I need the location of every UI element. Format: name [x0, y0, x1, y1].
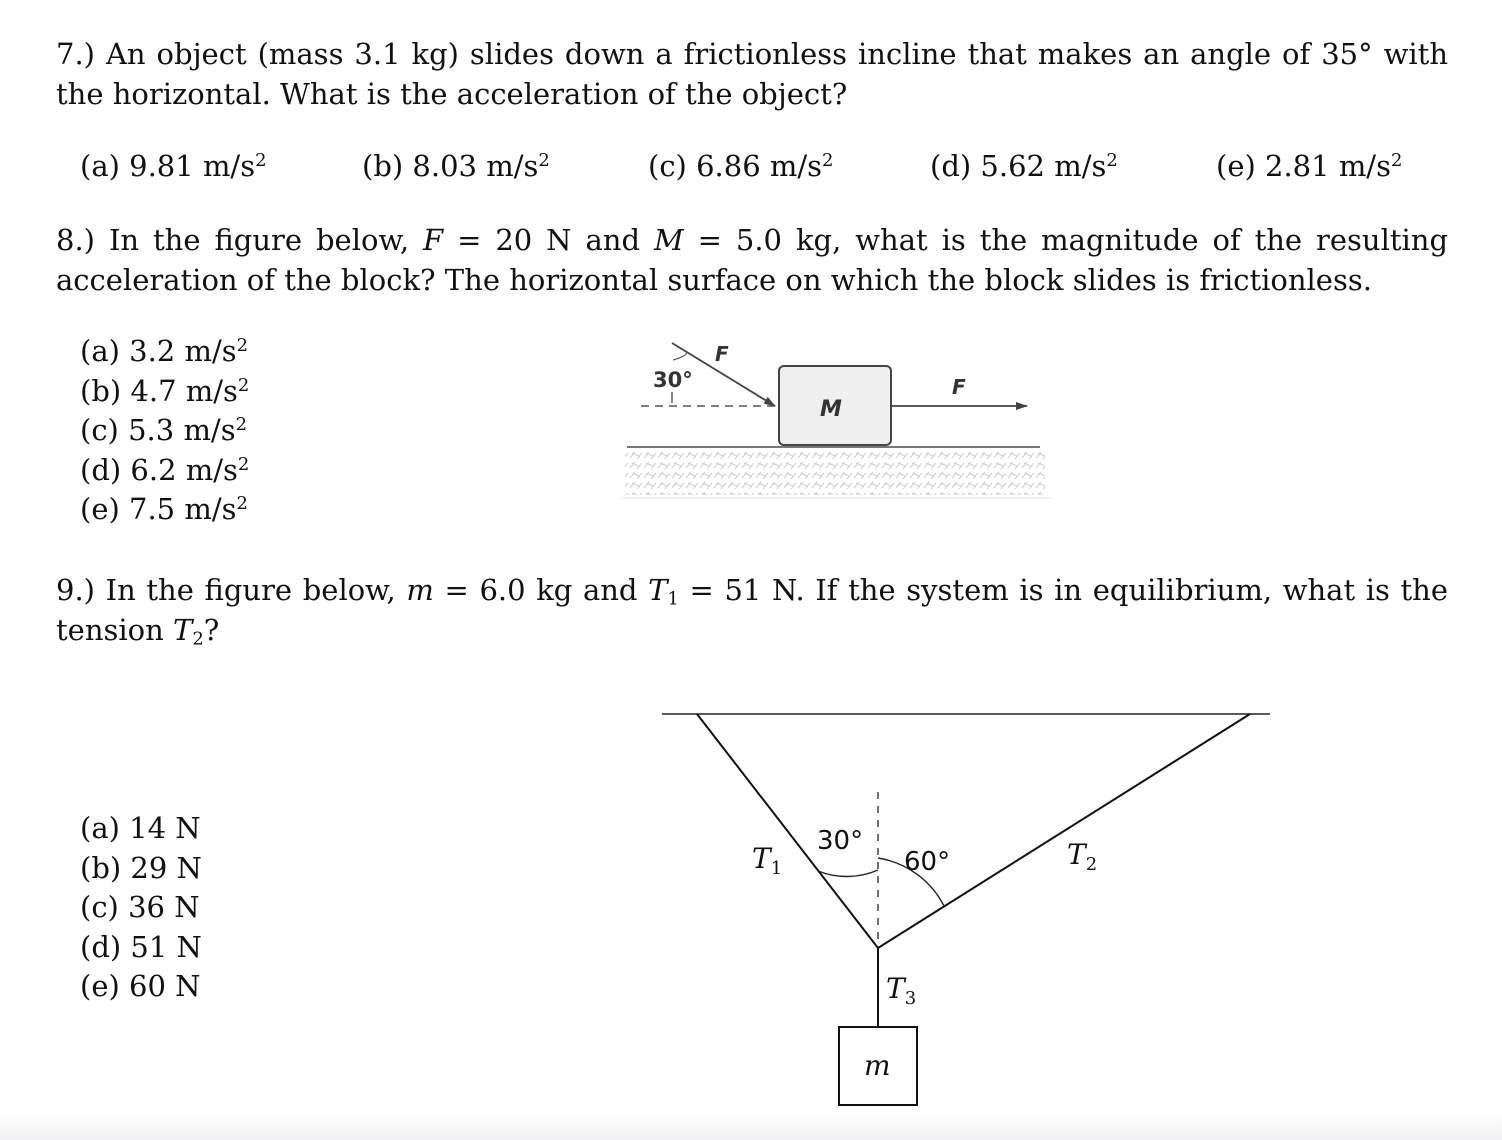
q9-option-e[interactable]: (e) 60 N [80, 969, 201, 1003]
q8-option-e[interactable]: (e) 7.5 $m/s^2$ [80, 492, 248, 526]
block-label: M [820, 397, 842, 422]
rope-t2 [878, 714, 1250, 948]
bottom-shade [0, 1112, 1502, 1140]
angle-arc [673, 352, 687, 360]
q9-option-c[interactable]: (c) 36 N [80, 890, 200, 924]
q7-option-b[interactable]: (b) 8.03 $m/s^2$ [362, 149, 550, 183]
angle-30-label: 30° [653, 368, 693, 392]
mass-label: m [864, 1049, 891, 1082]
question-7-text: 7.) An object (mass 3.1 kg) slides down a frictionless incline that makes an angle of 35° with the horizontal. What is the acceleration of the object? [56, 37, 1449, 111]
q7-option-e[interactable]: (e) 2.81 $m/s^2$ [1216, 149, 1403, 183]
question-8-text: 8.) In the figure below, F = 20 N and M = 5.0 kg, what is the magnitude of the resulting acceleration of the block? The horizontal surface on which the block slides is frictionless. [56, 223, 1449, 297]
angle-60-label: 60° [904, 847, 951, 877]
q7-option-a[interactable]: (a) 9.81 $m/s^2$ [80, 149, 267, 183]
force-label-right: F [952, 375, 966, 399]
force-label-left: F [715, 342, 729, 366]
q9-options [80, 809, 202, 1007]
block-force-figure [615, 330, 1055, 505]
tension-equilibrium-figure [650, 700, 1280, 1112]
q9-option-b[interactable]: (b) 29 N [80, 850, 202, 885]
q7-option-c[interactable]: (c) 6.86 $m/s^2$ [648, 149, 834, 183]
angle-arc-30 [818, 870, 878, 877]
label-t1: $T_1$ [752, 842, 783, 879]
q8-option-d[interactable]: (d) 6.2 $m/s^2$ [80, 452, 250, 487]
q9-option-a[interactable]: (a) 14 N [80, 811, 201, 845]
label-t2: $T_2$ [1067, 838, 1098, 875]
q9-option-d[interactable]: (d) 51 N [80, 929, 202, 964]
q8-options [80, 332, 249, 530]
q7-option-d[interactable]: (d) 5.62 $m/s^2$ [930, 149, 1118, 183]
q8-option-a[interactable]: (a) 3.2 $m/s^2$ [80, 334, 249, 368]
q8-option-c[interactable]: (c) 5.3 $m/s^2$ [80, 413, 248, 447]
ground-hatch [625, 450, 1045, 495]
angle-30-label: 30° [817, 826, 864, 856]
question-9-text: 9.) In the figure below, m = 6.0 kg and $T_1 = 51$ N. If the system is in equilibrium, what is the tension $T_2$? [56, 573, 1449, 650]
label-t3: $T_3$ [886, 972, 917, 1009]
q8-option-b[interactable]: (b) 4.7 $m/s^2$ [80, 373, 250, 408]
